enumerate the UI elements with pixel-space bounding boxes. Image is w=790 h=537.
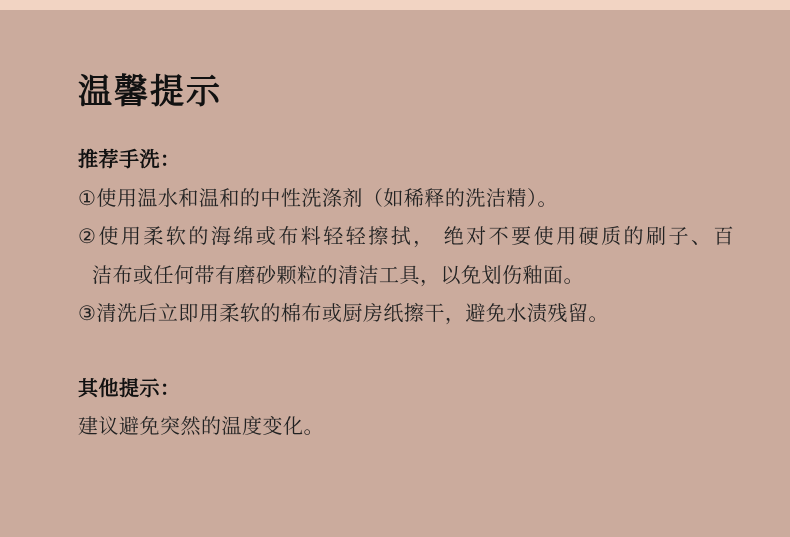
- other-tips-heading: 其他提示：: [78, 377, 181, 400]
- top-strip: [0, 0, 790, 10]
- section-hand-wash: [78, 141, 790, 334]
- section-other-tips: [78, 370, 790, 447]
- page-title: 温馨提示: [78, 73, 222, 111]
- tip-line-1: ①使用温水和温和的中性洗涤剂（如稀释的洗洁精）。: [78, 187, 558, 210]
- tip-line-3: ③清洗后立即用柔软的棉布或厨房纸擦干，避免水渍残留。: [78, 303, 609, 325]
- tip-line-2: ②使用柔软的海绵或布料轻轻擦拭， 绝对不要使用硬质的刷子、百: [78, 226, 734, 248]
- other-tip-line-1: 建议避免突然的温度变化。: [78, 416, 324, 438]
- hand-wash-heading: 推荐手洗：: [78, 149, 181, 171]
- tip-line-2-continuation: 洁布或任何带有磨砂颗粒的清洁工具，以免划伤釉面。: [92, 264, 584, 287]
